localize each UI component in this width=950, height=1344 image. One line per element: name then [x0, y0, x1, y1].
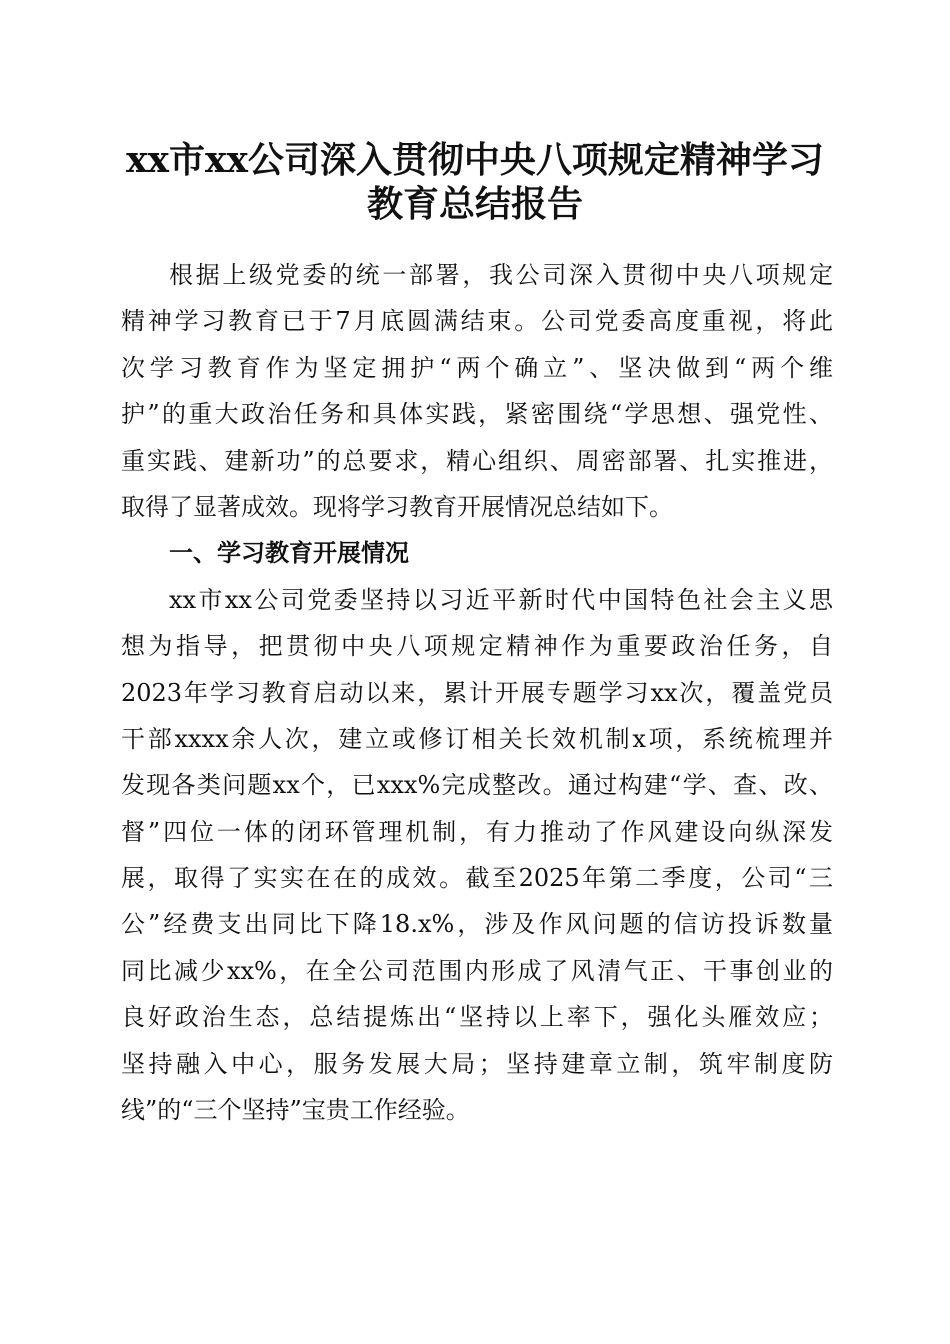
paragraph-line: 坚持融入中心，服务发展大局；坚持建章立制，筑牢制度防	[121, 1049, 833, 1078]
paragraph-line: 发现各类问题xx个，已xxx%完成整改。通过构建“学、查、改、	[121, 771, 833, 800]
paragraph-line: 次学习教育作为坚定拥护“两个确立”、坚决做到“两个维	[121, 353, 833, 382]
paragraph-line: xx市xx公司党委坚持以习近平新时代中国特色社会主义思	[169, 585, 833, 614]
document-title	[100, 138, 850, 226]
section-heading: 一、学习教育开展情况	[169, 539, 409, 568]
paragraph-line: 想为指导，把贯彻中央八项规定精神作为重要政治任务，自	[121, 632, 833, 661]
title-line-2: 教育总结报告	[366, 183, 583, 225]
paragraph-line: 干部xxxx余人次，建立或修订相关长效机制x项，系统梳理并	[121, 724, 833, 753]
paragraph-line: 良好政治生态，总结提炼出“坚持以上率下，强化头雁效应；	[121, 1003, 833, 1032]
paragraph-line: 线”的“三个坚持”宝贵工作经验。	[121, 1096, 470, 1125]
paragraph-line: 取得了显著成效。现将学习教育开展情况总结如下。	[121, 492, 673, 521]
paragraph-line: 护”的重大政治任务和具体实践，紧密围绕“学思想、强党性、	[121, 400, 833, 429]
paragraph-line: 根据上级党委的统一部署，我公司深入贯彻中央八项规定	[169, 261, 833, 289]
paragraph-line: 同比减少xx%，在全公司范围内形成了风清气正、干事创业的	[121, 956, 833, 985]
paragraph-line: 重实践、建新功”的总要求，精心组织、周密部署、扎实推进，	[121, 446, 833, 475]
paragraph-line: 2023年学习教育启动以来，累计开展专题学习xx次，覆盖党员	[121, 678, 833, 707]
paragraph-line: 精神学习教育已于7月底圆满结束。公司党委高度重视，将此	[121, 307, 833, 336]
paragraph-line: 公”经费支出同比下降18.x%，涉及作风问题的信访投诉数量	[121, 910, 833, 939]
paragraph-line: 展，取得了实实在在的成效。截至2025年第二季度，公司“三	[121, 864, 833, 893]
title-line-1: xx市xx公司深入贯彻中央八项规定精神学习	[126, 139, 824, 181]
document-body	[121, 252, 833, 1133]
paragraph-line: 督”四位一体的闭环管理机制，有力推动了作风建设向纵深发	[121, 817, 833, 846]
